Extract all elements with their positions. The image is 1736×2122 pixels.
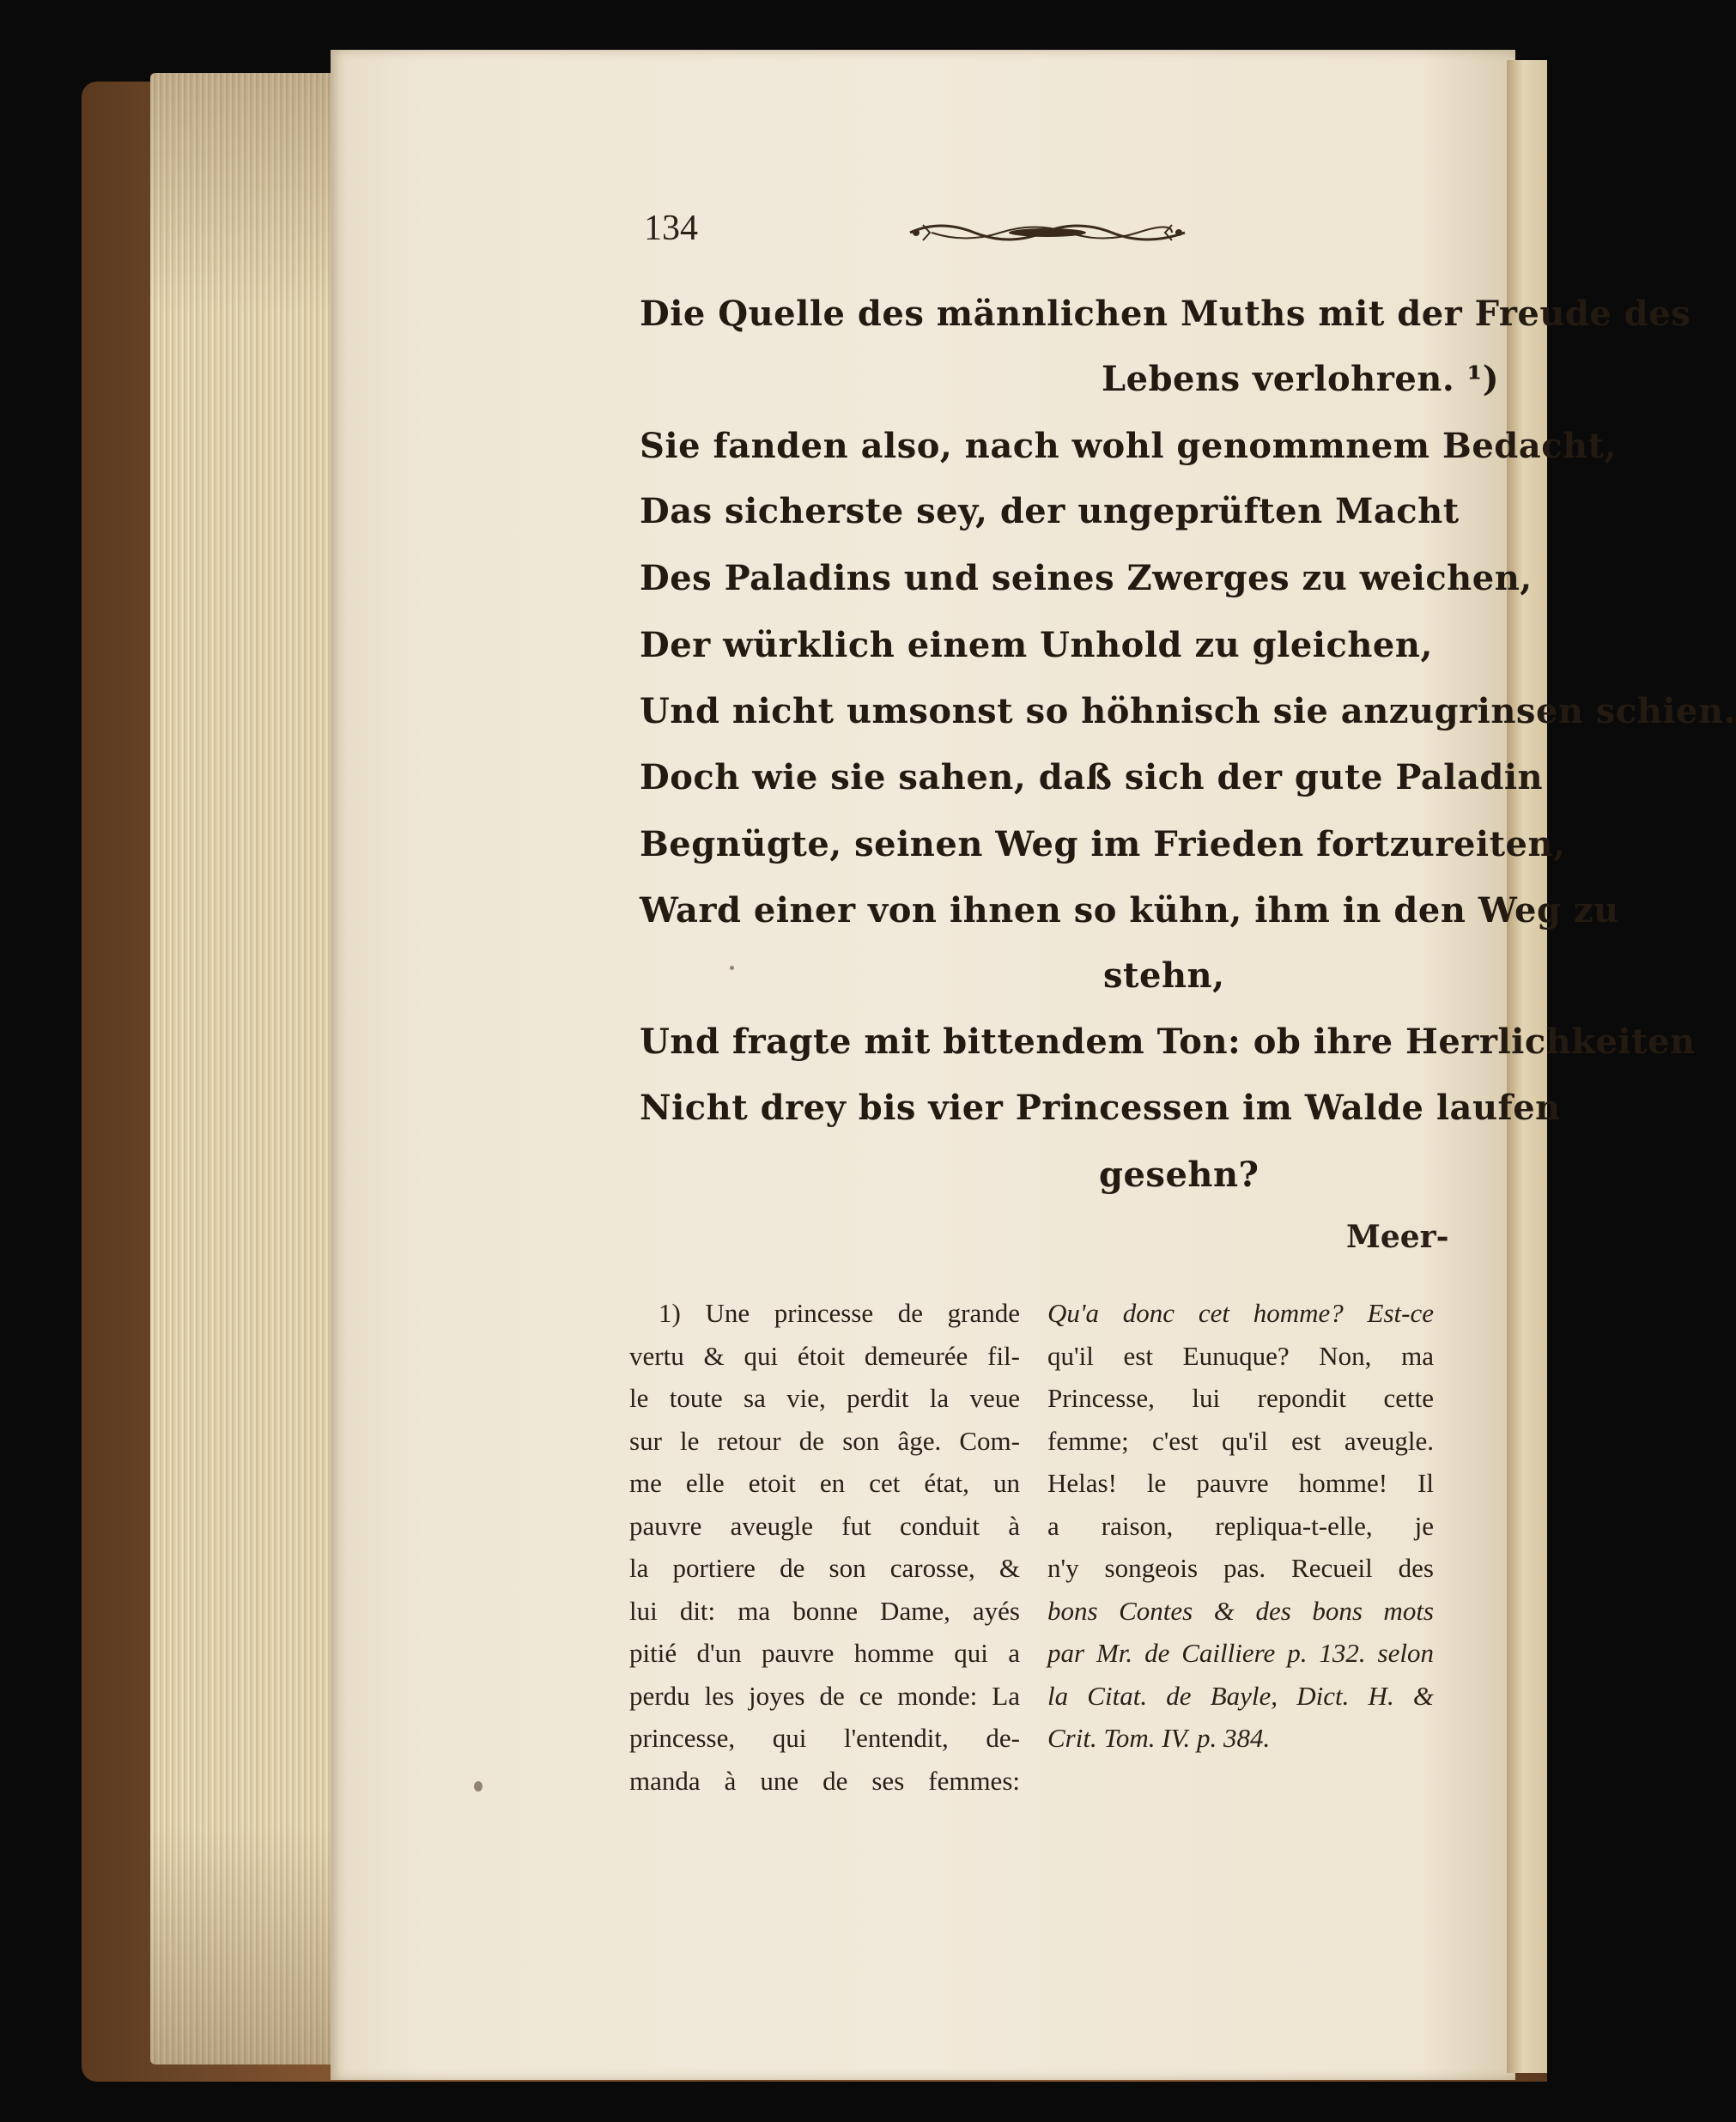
- footnote-line: femme; c'est qu'il est aveugle.: [1047, 1425, 1434, 1456]
- footnote-line: me elle etoit en cet état, un: [629, 1468, 1020, 1498]
- verse-line: Ward einer von ihnen so kühn, ihm in den Weg zu: [640, 890, 1619, 931]
- verse-line: stehn,: [1103, 955, 1225, 996]
- footnote-line: lui dit: ma bonne Dame, ayés: [629, 1595, 1020, 1626]
- verse-line: Die Quelle des männlichen Muths mit der Freude des: [640, 294, 1691, 334]
- footnote-line: bons Contes & des bons mots: [1047, 1595, 1434, 1626]
- footnote-line: la Citat. de Bayle, Dict. H. &: [1047, 1680, 1434, 1711]
- verse-line: Des Paladins und seines Zwerges zu weichen,: [640, 558, 1533, 598]
- verse-line: Nicht drey bis vier Princessen im Walde laufen: [640, 1088, 1561, 1128]
- footnote-right-column: [1047, 1292, 1434, 1760]
- verse-line: Lebens verlohren. ¹): [1102, 359, 1500, 399]
- verse-line: Das sicherste sey, der ungeprüften Macht: [640, 491, 1460, 531]
- footnote-line: Crit. Tom. IV. p. 384.: [1047, 1723, 1271, 1753]
- footnote-line: pitié d'un pauvre homme qui a: [629, 1638, 1020, 1668]
- verse-line: Und fragte mit bittendem Ton: ob ihre Herrlichkeiten: [640, 1022, 1696, 1062]
- footnote-line: qu'il est Eunuque? Non, ma: [1047, 1340, 1434, 1371]
- page-number: 134: [644, 209, 698, 248]
- footnote-line: le toute sa vie, perdit la veue: [629, 1383, 1020, 1413]
- footnote-line: la portiere de son carosse, &: [629, 1553, 1020, 1583]
- verse-line: Doch wie sie sahen, daß sich der gute Paladin: [640, 757, 1544, 797]
- verse-line: Sie fanden also, nach wohl genommnem Bedacht,: [640, 426, 1618, 466]
- catchword: Meer-: [1346, 1219, 1449, 1255]
- verse-line: gesehn?: [1099, 1155, 1260, 1195]
- footnote-line: manda à une de ses femmes:: [629, 1765, 1020, 1796]
- paper-blemish: [474, 1781, 483, 1792]
- verse-line: Der würklich einem Unhold zu gleichen,: [640, 625, 1433, 665]
- footnote-line: Helas! le pauvre homme! Il: [1047, 1468, 1434, 1498]
- verse-line: Begnügte, seinen Weg im Frieden fortzureiten,: [640, 824, 1566, 864]
- verse-line: Und nicht umsonst so höhnisch sie anzugrinsen schien.: [640, 691, 1736, 731]
- footnote-line: a raison, repliqua-t-elle, je: [1047, 1510, 1434, 1541]
- paper-blemish: [730, 966, 734, 970]
- footnote-line: 1) Une princesse de grande: [659, 1298, 1020, 1328]
- floral-ornament-icon: [906, 215, 1189, 251]
- footnote-line: Qu'a donc cet homme? Est-ce: [1047, 1298, 1434, 1328]
- footnote-line: Princesse, lui repondit cette: [1047, 1383, 1434, 1413]
- footnote-line: sur le retour de son âge. Com-: [629, 1425, 1020, 1456]
- footnote-left-column: [629, 1292, 1020, 1802]
- footnote-line: perdu les joyes de ce monde: La: [629, 1680, 1020, 1711]
- footnote-line: par Mr. de Cailliere p. 132. selon: [1047, 1638, 1434, 1668]
- footnote-line: vertu & qui étoit demeurée fil-: [629, 1340, 1020, 1371]
- footnote-line: princesse, qui l'entendit, de-: [629, 1723, 1020, 1753]
- footnote-line: pauvre aveugle fut conduit à: [629, 1510, 1020, 1541]
- footnote-line: n'y songeois pas. Recueil des: [1047, 1553, 1434, 1583]
